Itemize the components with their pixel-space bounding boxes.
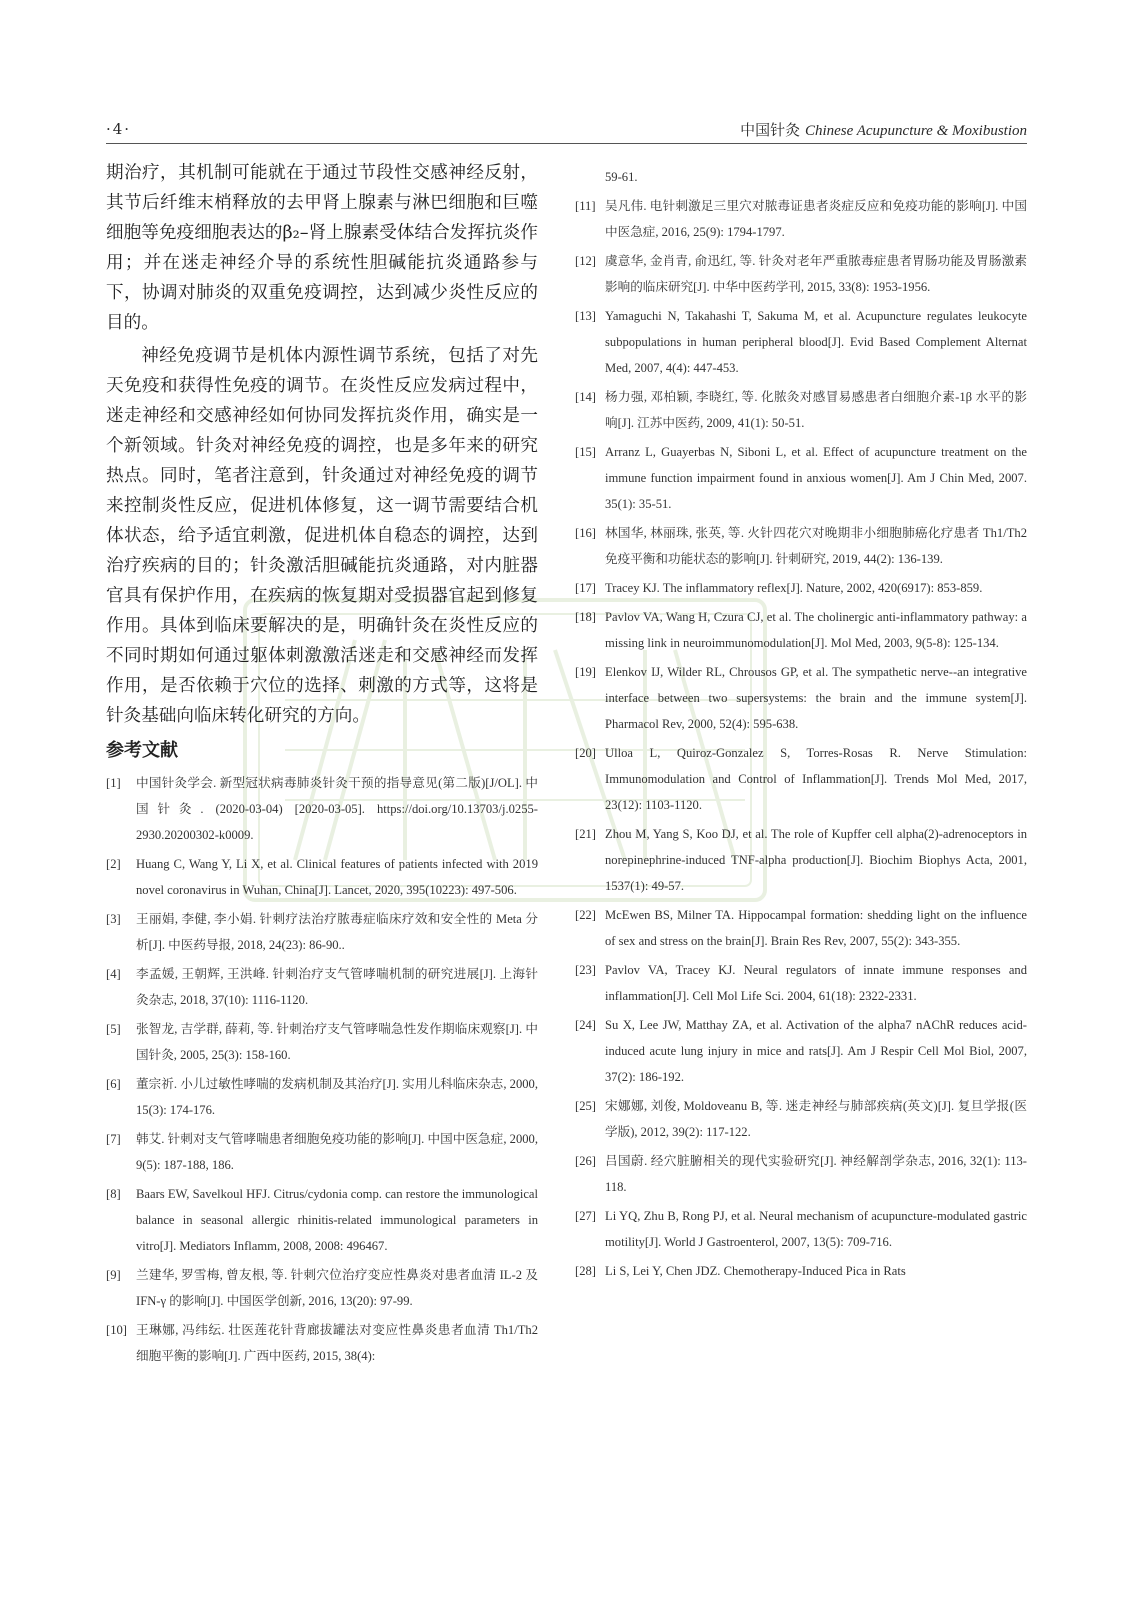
reference-number: [22] (575, 908, 596, 922)
reference-item (575, 902, 1027, 954)
reference-item (106, 906, 538, 958)
reference-item (575, 520, 1027, 572)
reference-text: 宋娜娜, 刘俊, Moldoveanu B, 等. 迷走神经与肺部疾病(英文)[J]. 复旦学报(医学版), 2012, 39(2): 117-122. (605, 1099, 1027, 1139)
reference-item (575, 248, 1027, 300)
reference-item (575, 303, 1027, 381)
reference-number: [13] (575, 309, 596, 323)
reference-number: [17] (575, 581, 596, 595)
reference-item (575, 821, 1027, 899)
journal-title-cn: 中国针灸 (740, 121, 801, 139)
reference-text: Yamaguchi N, Takahashi T, Sakuma M, et al. Acupuncture regulates leukocyte subpopulations in human peripheral blood[J]. Evid Based Complement Alternat Med, 2007, 4(4): 447-453. (605, 309, 1027, 375)
reference-number: [6] (106, 1077, 121, 1091)
reference-number: [23] (575, 963, 596, 977)
reference-item (575, 604, 1027, 656)
reference-item (106, 1262, 538, 1314)
references-heading: 参考文献 (106, 740, 178, 761)
reference-text: Li YQ, Zhu B, Rong PJ, et al. Neural mechanism of acupuncture-modulated gastric motility[J]. World J Gastroenterol, 2007, 13(5): 709-716. (605, 1209, 1027, 1249)
reference-text: Tracey KJ. The inflammatory reflex[J]. Nature, 2002, 420(6917): 853-859. (605, 581, 983, 595)
reference-item (106, 770, 538, 848)
reference-text: 吴凡伟. 电针刺激足三里穴对脓毒证患者炎症反应和免疫功能的影响[J]. 中国中医急症, 2016, 25(9): 1794-1797. (605, 199, 1027, 239)
reference-number: [21] (575, 827, 596, 841)
reference-item (106, 1317, 538, 1369)
reference-text: Arranz L, Guayerbas N, Siboni L, et al. Effect of acupuncture treatment on the immune function impairment found in anxious women[J]. Am J Chin Med, 2007. 35(1): 35-51. (605, 445, 1027, 511)
reference-text: 虞意华, 金肖青, 俞迅红, 等. 针灸对老年严重脓毒症患者胃肠功能及胃肠激素影响的临床研究[J]. 中华中医药学刊, 2015, 33(8): 1953-1956. (605, 254, 1027, 294)
reference-item (106, 961, 538, 1013)
journal-title (740, 119, 1027, 140)
reference-number: [25] (575, 1099, 596, 1113)
reference-item (575, 659, 1027, 737)
reference-number: [15] (575, 445, 596, 459)
reference-number: [9] (106, 1268, 121, 1282)
reference-number: [1] (106, 776, 121, 790)
reference-number: [16] (575, 526, 596, 540)
reference-text: 吕国蔚. 经穴脏腑相关的现代实验研究[J]. 神经解剖学杂志, 2016, 32(1): 113-118. (605, 1154, 1027, 1194)
reference-number: [27] (575, 1209, 596, 1223)
reference-text: 王琳娜, 冯纬纭. 壮医莲花针背廊拔罐法对变应性鼻炎患者血清 Th1/Th2 细胞平衡的影响[J]. 广西中医药, 2015, 38(4): (136, 1323, 538, 1363)
reference-item (575, 575, 1027, 601)
reference-number: [8] (106, 1187, 121, 1201)
reference-number: [2] (106, 857, 121, 871)
reference-text: 中国针灸学会. 新型冠状病毒肺炎针灸干预的指导意见(第二版)[J/OL]. 中国针灸. (2020-03-04) [2020-03-05]. https://doi.org/10.13703/j.0255-2930.20200302-k0009. (136, 776, 538, 842)
reference-item (575, 957, 1027, 1009)
reference-item (575, 193, 1027, 245)
reference-number: [24] (575, 1018, 596, 1032)
reference-text: 李孟媛, 王朝辉, 王洪峰. 针刺治疗支气管哮喘机制的研究进展[J]. 上海针灸杂志, 2018, 37(10): 1116-1120. (136, 967, 538, 1007)
reference-text: 兰建华, 罗雪梅, 曾友根, 等. 针刺穴位治疗变应性鼻炎对患者血清 IL-2 及 IFN-γ 的影响[J]. 中国医学创新, 2016, 13(20): 97-99. (136, 1268, 538, 1308)
reference-text: McEwen BS, Milner TA. Hippocampal formation: shedding light on the influence of sex and stress on the brain[J]. Brain Res Rev, 2007, 55(2): 343-355. (605, 908, 1027, 948)
journal-title-en: Chinese Acupuncture & Moxibustion (804, 123, 1027, 139)
reference-item (106, 1126, 538, 1178)
reference-text: Zhou M, Yang S, Koo DJ, et al. The role of Kupffer cell alpha(2)-adrenoceptors in norepinephrine-induced TNF-alpha production[J]. Biochim Biophys Acta, 2001, 1537(1): 49-57. (605, 827, 1027, 893)
body-paragraph-1: 期治疗，其机制可能就在于通过节段性交感神经反射，其节后纤维末梢释放的去甲肾上腺素与淋巴细胞和巨噬细胞等免疫细胞表达的β₂–肾上腺素受体结合发挥抗炎作用；并在迷走神经介导的系统性胆碱能抗炎通路参与下，协调对肺炎的双重免疫调控，达到减少炎性反应的目的。 (106, 163, 538, 333)
reference-continuation: 59-61. (605, 170, 638, 184)
reference-item (106, 851, 538, 903)
reference-item (106, 1181, 538, 1259)
reference-text: Ulloa L, Quiroz-Gonzalez S, Torres-Rosas R. Nerve Stimulation: Immunomodulation and Control of Inflammation[J]. Trends Mol Med, 2017, 23(12): 1103-1120. (605, 746, 1027, 812)
reference-item (106, 1071, 538, 1123)
reference-text: 张智龙, 吉学群, 薛莉, 等. 针刺治疗支气管哮喘急性发作期临床观察[J]. 中国针灸, 2005, 25(3): 158-160. (136, 1022, 538, 1062)
reference-text: Elenkov IJ, Wilder RL, Chrousos GP, et al. The sympathetic nerve--an integrative interface between two supersystems: the brain and the immune system[J]. Pharmacol Rev, 2000, 52(4): 595-638. (605, 665, 1027, 731)
reference-text: 董宗祈. 小儿过敏性哮喘的发病机制及其治疗[J]. 实用儿科临床杂志, 2000, 15(3): 174-176. (136, 1077, 538, 1117)
reference-number: [11] (575, 199, 596, 213)
reference-item (575, 1258, 1027, 1284)
body-paragraph-2: 神经免疫调节是机体内源性调节系统，包括了对先天免疫和获得性免疫的调节。在炎性反应发病过程中，迷走神经和交感神经如何协同发挥抗炎作用，确实是一个新领域。针灸对神经免疫的调控，也是多年来的研究热点。同时，笔者注意到，针灸通过对神经免疫的调节来控制炎性反应，促进机体修复，这一调节需要结合机体状态，给予适宜刺激，促进机体自稳态的调控，达到治疗疾病的目的；针灸激活胆碱能抗炎通路，对内脏器官具有保护作用，在疾病的恢复期对受损器官起到修复作用。具体到临床要解决的是，明确针灸在炎性反应的不同时期如何通过躯体刺激激活迷走和交感神经而发挥作用，是否依赖于穴位的选择、刺激的方式等，这将是针灸基础向临床转化研究的方向。 (106, 346, 538, 726)
references-list-left (106, 770, 538, 1369)
reference-number: [14] (575, 390, 596, 404)
reference-number: [3] (106, 912, 121, 926)
page-number: ·4· (106, 120, 132, 138)
reference-text: Pavlov VA, Wang H, Czura CJ, et al. The cholinergic anti-inflammatory pathway: a missing link in neuroimmunomodulation[J]. Mol Med, 2003, 9(5-8): 125-134. (605, 610, 1027, 650)
reference-number: [4] (106, 967, 121, 981)
reference-text: Huang C, Wang Y, Li X, et al. Clinical features of patients infected with 2019 novel coronavirus in Wuhan, China[J]. Lancet, 2020, 395(10223): 497-506. (136, 857, 538, 897)
reference-item (575, 384, 1027, 436)
reference-item (575, 1203, 1027, 1255)
reference-number: [18] (575, 610, 596, 624)
reference-number: [19] (575, 665, 596, 679)
reference-item (575, 439, 1027, 517)
left-column (106, 158, 538, 1372)
reference-number: [20] (575, 746, 596, 760)
header-rule (106, 143, 1027, 144)
reference-number: [7] (106, 1132, 121, 1146)
reference-text: 王丽娟, 李健, 李小娟. 针刺疗法治疗脓毒症临床疗效和安全性的 Meta 分析[J]. 中医药导报, 2018, 24(23): 86-90.. (136, 912, 538, 952)
reference-item (575, 740, 1027, 818)
reference-item (575, 1093, 1027, 1145)
references-list-right (575, 193, 1027, 1284)
reference-text: 杨力强, 邓柏颖, 李晓红, 等. 化脓灸对感冒易感患者白细胞介素-1β 水平的影响[J]. 江苏中医药, 2009, 41(1): 50-51. (605, 390, 1027, 430)
reference-item (106, 1016, 538, 1068)
right-column (575, 164, 1027, 1287)
reference-item (575, 1148, 1027, 1200)
reference-number: [28] (575, 1264, 596, 1278)
reference-text: Baars EW, Savelkoul HFJ. Citrus/cydonia comp. can restore the immunological balance in seasonal allergic rhinitis-related immunological parameters in vitro[J]. Mediators Inflamm, 2008, 2008: 496467. (136, 1187, 538, 1253)
reference-text: Pavlov VA, Tracey KJ. Neural regulators of innate immune responses and inflammation[J]. Cell Mol Life Sci. 2004, 61(18): 2322-2331. (605, 963, 1027, 1003)
reference-text: 林国华, 林丽珠, 张英, 等. 火针四花穴对晚期非小细胞肺癌化疗患者 Th1/Th2 免疫平衡和功能状态的影响[J]. 针刺研究, 2019, 44(2): 136-139. (605, 526, 1027, 566)
reference-number: [12] (575, 254, 596, 268)
reference-text: Su X, Lee JW, Matthay ZA, et al. Activation of the alpha7 nAChR reduces acid-induced acute lung injury in mice and rats[J]. Am J Respir Cell Mol Biol, 2007, 37(2): 186-192. (605, 1018, 1027, 1084)
reference-text: 韩艾. 针刺对支气管哮喘患者细胞免疫功能的影响[J]. 中国中医急症, 2000, 9(5): 187-188, 186. (136, 1132, 538, 1172)
reference-number: [10] (106, 1323, 127, 1337)
reference-item (575, 1012, 1027, 1090)
reference-number: [26] (575, 1154, 596, 1168)
reference-number: [5] (106, 1022, 121, 1036)
reference-text: Li S, Lei Y, Chen JDZ. Chemotherapy-Induced Pica in Rats (605, 1264, 906, 1278)
